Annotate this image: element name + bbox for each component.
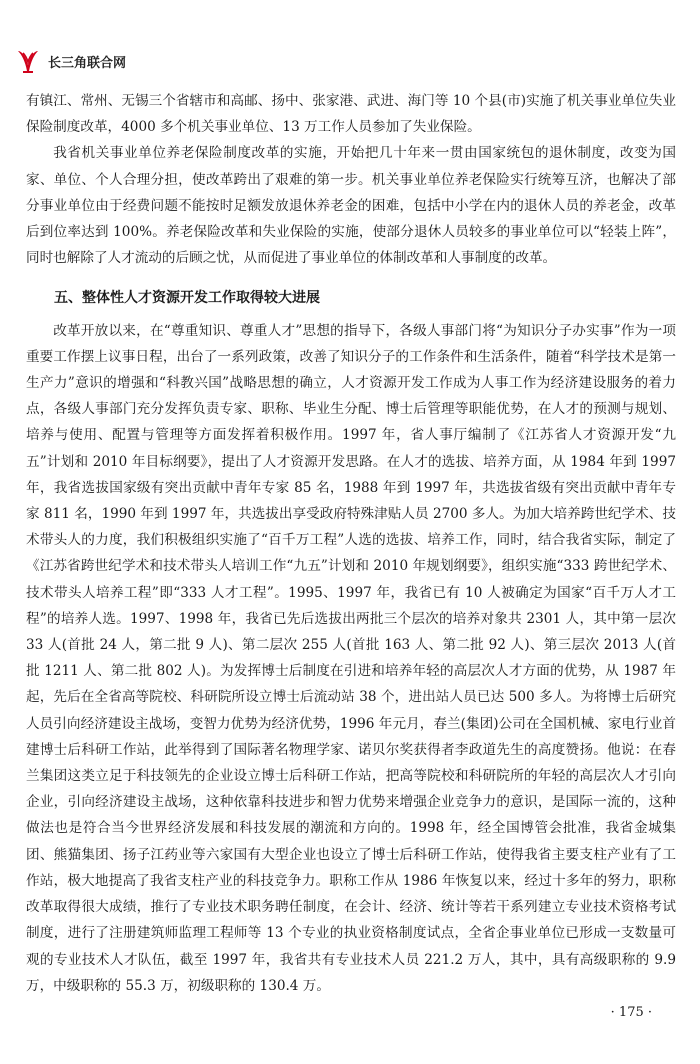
paragraph-pension-reform: 我省机关事业单位养老保险制度改革的实施，开始把几十年来一贯由国家统包的退休制度，改变为国家、单位、个人合理分担，使改革跨出了艰难的第一步。机关事业单位养老保险实行统筹互济，也解决了部分事业单位由于经费问题不能按时足额发放退休养老金的困难，包括中小学在内的退休人员的养老金，改革后到位率达到 100%。养老保险改革和失业保险的实施，使部分退休人员较多的事业单位可以“轻装上阵”，同时也解除了人才流动的后顾之忧，从而促进了事业单位的体制改革和人事制度的改革。 bbox=[26, 145, 676, 267]
document-body bbox=[26, 88, 676, 999]
section-heading: 五、整体性人才资源开发工作取得较大进展 bbox=[54, 290, 320, 307]
page-header bbox=[14, 46, 126, 76]
site-name: 长三角联合网 bbox=[48, 55, 127, 71]
paragraph-continued: 有镇江、常州、无锡三个省辖市和高邮、扬中、张家港、武进、海门等 10 个县(市)实施了机关事业单位失业保险制度改革，4000 多个机关事业单位、13 万工作人员参加了失业保险。 bbox=[26, 93, 676, 136]
paragraph-talent-development: 改革开放以来，在“尊重知识、尊重人才”思想的指导下，各级人事部门将“为知识分子办实事”作为一项重要工作摆上议事日程，出台了一系列政策，改善了知识分子的工作条件和生活条件，随着“科学技术是第一生产力”意识的增强和“科教兴国”战略思想的确立，人才资源开发工作成为人事工作为经济建设服务的着力点，各级人事部门充分发挥负责专家、职称、毕业生分配、博士后管理等职能优势，在人才的预测与规划、培养与使用、配置与管理等方面发挥着积极作用。1997 年，省人事厅编制了《江苏省人才资源开发“九五”计划和 2010 年目标纲要》，提出了人才资源开发思路。在人才的选拔、培养方面，从 1984 年到 1997 年，我省选拔国家级有突出贡献中青年专家 85 名，1988 年到 1997 年，共选拔省级有突出贡献中青年专家 811 名，1990 年到 1997 年，共选拔出享受政府特殊津贴人员 2700 多人。为加大培养跨世纪学术、技术带头人的力度，我们积极组织实施了“百千万工程”人选的选拔、培养工作，同时，结合我省实际，制定了《江苏省跨世纪学术和技术带头人培训工作“九五”计划和 2010 年规划纲要》，组织实施“333 跨世纪学术、技术带头人培养工程”即“333 人才工程”。1995、1997 年，我省已有 10 人被确定为国家“百千万人才工程”的培养人选。1997、1998 年，我省已先后选拔出两批三个层次的培养对象共 2301 人，其中第一层次 33 人(首批 24 人，第二批 9 人)、第二层次 255 人(首批 163 人、第二批 92 人)、第三层次 2013 人(首批 1211 人、第二批 802 人)。为发挥博士后制度在引进和培养年轻的高层次人才方面的优势，从 1987 年起，先后在全省高等院校、科研院所设立博士后流动站 38 个，进出站人员已达 500 多人。为将博士后研究人员引向经济建设主战场，变智力优势为经济优势，1996 年元月，春兰(集团)公司在全国机械、家电行业首建博士后科研工作站，此举得到了国际著名物理学家、诺贝尔奖获得者李政道先生的高度赞扬。他说：在春兰集团这类立足于科技领先的企业设立博士后科研工作站，把高等院校和科研院所的年轻的高层次人才引向企业，引向经济建设主战场，这种依靠科技进步和智力优势来增强企业竞争力的意识，是国际一流的，这种做法也是符合当今世界经济发展和科技发展的潮流和方向的。1998 年，经全国博管会批准，我省金城集团、熊猫集团、扬子江药业等六家国有大型企业也设立了博士后科研工作站，使得我省主要支柱产业有了工作站，极大地提高了我省支柱产业的科技竞争力。职称工作从 1986 年恢复以来，经过十多年的努力，职称改革取得很大成绩，推行了专业技术职务聘任制度，在会计、经济、统计等若干系列建立专业技术资格考试制度，进行了注册建筑师监理工程师等 13 个专业的执业资格制度试点，全省企事业单位已形成一支数量可观的专业技术人才队伍，截至 1997 年，我省共有专业技术人员 221.2 万人，其中，具有高级职称的 9.9 万，中级职称的 55.3 万，初级职称的 130.4 万。 bbox=[26, 322, 676, 994]
page-number: · 175 · bbox=[610, 1005, 652, 1020]
yangtze-delta-logo-icon bbox=[14, 47, 42, 75]
